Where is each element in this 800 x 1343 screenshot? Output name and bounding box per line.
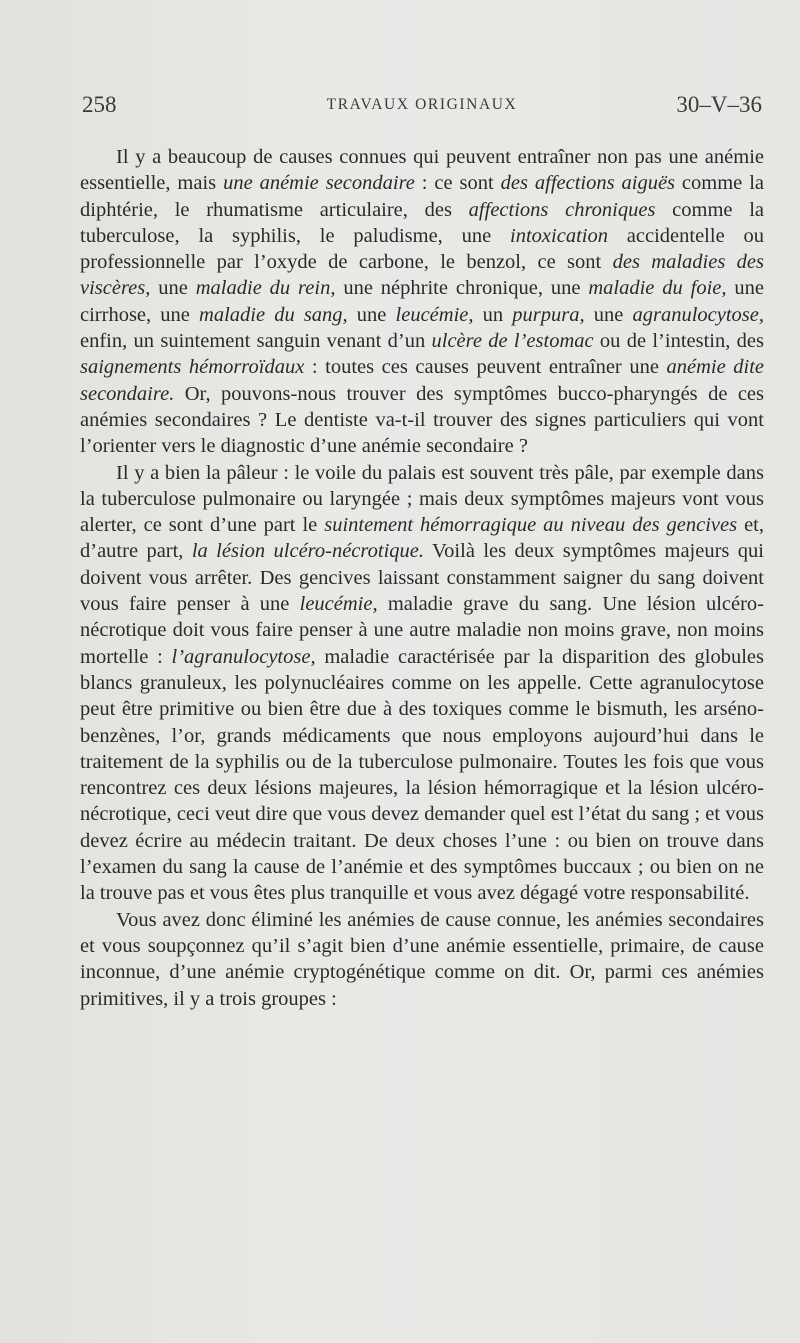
text-run: une néphrite chronique, une [335, 277, 589, 300]
italic-phrase: la lésion ulcéro-nécrotique. [191, 540, 424, 563]
italic-phrase: intoxication [510, 224, 608, 247]
text-run: accidentelle ou professionnelle par l’oxyde de carbone, le benzol, ce sont [80, 224, 764, 274]
running-title: TRAVAUX ORIGINAUX [326, 96, 518, 113]
text-run: Il y a bien la pâleur : le voile du palais est souvent très pâle, par exemple dans la tuberculose pulmonaire ou laryngée ; mais deux symptômes majeurs vont vous alerter, ce sont d’une part le [80, 461, 764, 537]
text-run: : ce sont [414, 172, 501, 195]
text-run: enfin, un suintement sanguin venant d’un [80, 330, 432, 353]
text-run: ou de l’intestin, des [593, 330, 764, 353]
text-run: maladie caractérisée par la disparition des globules blancs granuleux, les polynucléaires comme on les appelle. Cette agranulocytose peut être primitive ou bien être due à des toxiques comme le bismuth, les arséno-benzènes, l’or, grands médicaments que nous employons aujourd’hui dans le traitement de la syphilis ou de la tuberculose pulmonaire. Toutes les fois que vous rencontrez ces deux lésions majeures, la lésion hémorragique et la lésion ulcéro-nécrotique, ceci veut dire que vous devez demander quel est l’état du sang ; et vous devez écrire au médecin traitant. De deux choses l’une : ou bien on trouve dans l’examen du sang la cause de l’anémie et des symptômes buccaux ; ou bien on ne la trouve pas et vous êtes plus tranquille et vous avez dégagé votre responsabilité. [80, 645, 764, 905]
italic-phrase: leucémie, [395, 303, 474, 326]
text-run: une [347, 303, 396, 326]
text-run: Vous avez donc éliminé les anémies de cause connue, les anémies secondaires et vous soupçonnez qu’il s’agit bien d’une anémie essentielle, primaire, de cause inconnue, d’une anémie cryptogénétique comme on dit. Or, parmi ces anémies primitives, il y a trois groupes : [80, 908, 764, 1010]
text-run: une [150, 277, 196, 300]
italic-phrase: l’agranulocytose, [171, 645, 316, 668]
italic-phrase: maladie du foie, [588, 277, 727, 300]
text-run: comme la diphtérie, le rhumatisme articulaire, des [80, 172, 764, 221]
page-number: 258 [82, 92, 117, 117]
paragraph [80, 144, 764, 460]
running-head [82, 92, 762, 122]
italic-phrase: agranulocytose, [632, 303, 764, 326]
italic-phrase: maladie du rein, [195, 277, 336, 300]
italic-phrase: leucémie, [299, 593, 378, 616]
text-run: maladie grave du sang. Une lésion ulcéro-nécrotique doit vous faire penser à une autre maladie non moins grave, non moins mortelle : [80, 593, 764, 668]
italic-phrase: des affections aiguës [500, 172, 676, 195]
text-run: Il y a beaucoup de causes connues qui peuvent entraîner non pas une anémie essentielle, mais [80, 146, 764, 195]
paragraph [80, 907, 764, 1012]
text-run: une [584, 303, 633, 326]
italic-phrase: purpura, [512, 303, 585, 326]
italic-phrase: suintement hémorragique au niveau des gencives [324, 514, 738, 537]
text-run: et, d’autre part, [80, 514, 765, 563]
text-run: : toutes ces causes peuvent entraîner une [304, 356, 667, 379]
italic-phrase: maladie du sang, [199, 303, 348, 326]
text-run: Or, pouvons-nous trouver des symptômes bucco-pharyngés de ces anémies secondaires ? Le dentiste va-t-il trouver des signes particuliers qui vont l’orienter vers le diagnostic d’une anémie secondaire ? [80, 382, 764, 458]
text-run: Voilà les deux symptômes majeurs qui doivent vous arrêter. Des gencives laissant constamment saigner du sang doivent vous faire penser à une [80, 540, 764, 616]
body-text [80, 144, 764, 1012]
italic-phrase: anémie dite secondaire. [80, 356, 764, 405]
text-run: une cirrhose, une [80, 277, 764, 326]
paragraph [80, 460, 764, 907]
italic-phrase: ulcère de l’estomac [431, 330, 594, 353]
text-run: un [473, 303, 513, 326]
italic-phrase: affections chroniques [468, 198, 656, 221]
text-run: comme la tuberculose, la syphilis, le paludisme, une [80, 198, 764, 247]
issue-date: 30–V–36 [676, 92, 762, 117]
italic-phrase: des maladies des viscères, [80, 251, 764, 300]
italic-phrase: une anémie secondaire [223, 172, 415, 195]
italic-phrase: saignements hémorroïdaux [80, 356, 305, 379]
